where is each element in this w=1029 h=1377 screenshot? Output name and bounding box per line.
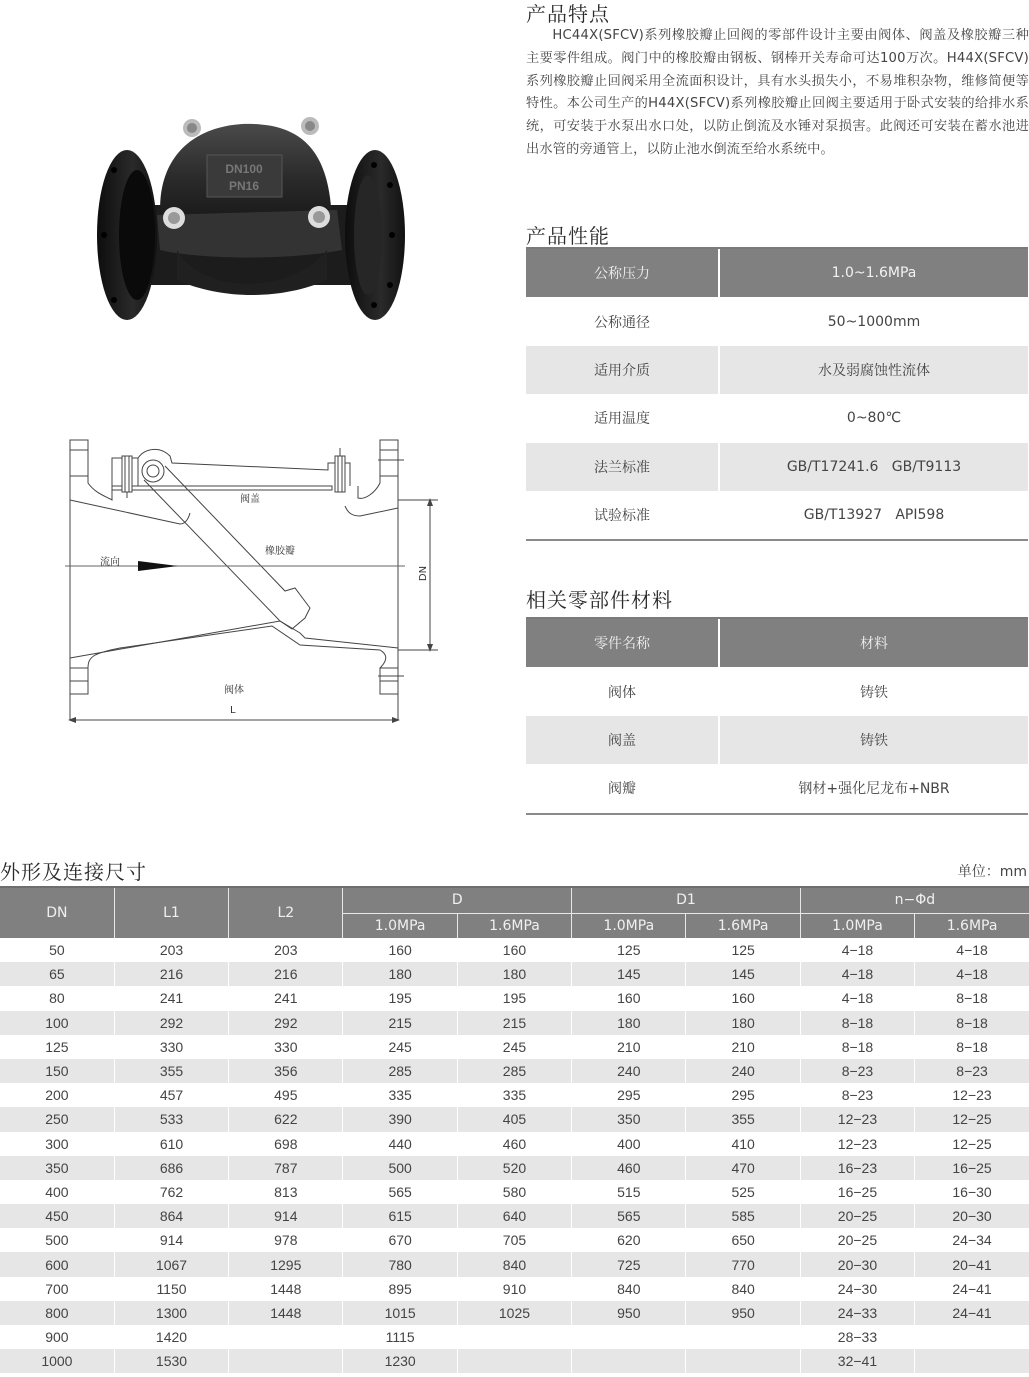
table-row	[0, 1277, 1029, 1301]
table-row	[0, 1180, 1029, 1204]
table-cell	[686, 1325, 800, 1349]
performance-table	[526, 247, 1028, 541]
header-d1-p10: 1.0MPa	[572, 913, 686, 938]
drawing-label-length: L	[230, 705, 236, 716]
table-cell: 160	[457, 938, 571, 962]
table-cell: 495	[229, 1083, 343, 1107]
performance-row	[526, 249, 1028, 297]
table-cell: 565	[343, 1180, 457, 1204]
table-cell: 450	[0, 1204, 114, 1228]
part-material: 钢材+强化尼龙布+NBR	[798, 781, 950, 798]
table-cell	[457, 1349, 571, 1373]
table-cell: 285	[343, 1059, 457, 1083]
table-cell: 400	[572, 1132, 686, 1156]
table-cell: 1025	[457, 1301, 571, 1325]
features-body: HC44X(SFCV)系列橡胶瓣止回阀的零部件设计主要由阀体、阀盖及橡胶瓣三种主要零件组成。阀门中的橡胶瓣由钢板、钢棒开关寿命可达100万次。H44X(SFCV)系列橡胶瓣止回阀采用全流面积设计，具有水头损失小，不易堆积杂物，维修简便等特性。本公司生产的H44X(SFCV)系列橡胶瓣止回阀主要适用于卧式安装的给排水系统，可安装于水泵出水口处，以防止倒流及水锤对泵损害。此阀还可安装在蓄水池进出水管的旁通管上，以防止池水倒流至给水系统中。	[526, 28, 1029, 157]
table-cell: 216	[114, 962, 228, 986]
table-cell: 16−25	[800, 1180, 914, 1204]
table-cell: 4−18	[800, 962, 914, 986]
table-cell: 65	[0, 962, 114, 986]
performance-value: 50~1000mm	[827, 313, 921, 330]
table-cell: 24−34	[915, 1228, 1029, 1252]
table-cell: 355	[114, 1059, 228, 1083]
table-cell: 8−18	[915, 1035, 1029, 1059]
table-cell: 215	[343, 1011, 457, 1035]
table-cell: 910	[457, 1277, 571, 1301]
table-cell: 610	[114, 1132, 228, 1156]
table-row	[0, 1132, 1029, 1156]
table-cell: 180	[457, 962, 571, 986]
part-material: 铸铁	[860, 732, 888, 749]
table-cell: 12−23	[800, 1132, 914, 1156]
table-cell: 650	[686, 1228, 800, 1252]
materials-row	[526, 716, 1028, 764]
drawing-label-body: 阀体	[224, 685, 244, 696]
table-cell: 24−30	[800, 1277, 914, 1301]
header-d-p16: 1.6MPa	[457, 913, 571, 938]
table-cell: 245	[457, 1035, 571, 1059]
table-cell: 195	[343, 986, 457, 1010]
table-cell: 203	[229, 938, 343, 962]
table-row	[0, 962, 1029, 986]
performance-label: 公称通径	[526, 297, 720, 345]
table-cell: 914	[229, 1204, 343, 1228]
table-cell: 210	[686, 1035, 800, 1059]
table-cell: 4−18	[915, 938, 1029, 962]
table-cell: 640	[457, 1204, 571, 1228]
table-cell: 240	[572, 1059, 686, 1083]
header-nd: n−Φd	[800, 887, 1029, 913]
table-cell: 700	[45, 1280, 69, 1297]
table-cell	[572, 1325, 686, 1349]
table-cell: 1067	[114, 1252, 228, 1276]
table-cell: 1448	[229, 1277, 343, 1301]
valve-product-photo	[92, 110, 410, 326]
table-cell: 1448	[229, 1301, 343, 1325]
table-cell: 160	[572, 986, 686, 1010]
table-cell	[572, 1349, 686, 1373]
performance-value: GB/T13927 API598	[803, 507, 945, 524]
table-row	[0, 1204, 1029, 1228]
table-cell: 200	[45, 1087, 69, 1104]
table-cell: 8−23	[915, 1059, 1029, 1083]
table-cell: 8−18	[800, 1035, 914, 1059]
table-cell: 285	[457, 1059, 571, 1083]
table-cell: 160	[343, 938, 457, 962]
table-cell: 1150	[114, 1277, 228, 1301]
table-cell: 24−41	[915, 1277, 1029, 1301]
table-cell: 8−23	[800, 1083, 914, 1107]
table-cell: 1300	[114, 1301, 228, 1325]
table-cell: 125	[45, 1038, 69, 1055]
table-cell: 32−41	[800, 1349, 914, 1373]
table-cell: 580	[457, 1180, 571, 1204]
table-cell: 620	[572, 1228, 686, 1252]
table-cell: 16−30	[915, 1180, 1029, 1204]
table-cell: 390	[343, 1107, 457, 1131]
dimensions-unit: 单位：mm	[957, 864, 1027, 880]
table-cell	[229, 1325, 343, 1349]
performance-row	[526, 346, 1028, 394]
materials-title: 相关零部件材料	[526, 588, 673, 612]
table-cell: 533	[114, 1107, 228, 1131]
table-cell: 125	[686, 938, 800, 962]
features-title: 产品特点	[526, 2, 610, 26]
materials-header-name: 零件名称	[526, 619, 720, 667]
header-d1-p16: 1.6MPa	[686, 913, 800, 938]
table-cell: 355	[686, 1107, 800, 1131]
table-cell: 840	[457, 1252, 571, 1276]
table-cell: 460	[457, 1132, 571, 1156]
table-cell: 900	[45, 1329, 69, 1346]
table-cell: 1115	[343, 1325, 457, 1349]
table-cell	[229, 1349, 343, 1373]
table-cell	[686, 1349, 800, 1373]
materials-header-row	[526, 619, 1028, 667]
table-cell: 16−25	[915, 1156, 1029, 1180]
header-l2: L2	[229, 887, 343, 938]
table-cell: 1230	[343, 1349, 457, 1373]
drawing-label-flow: 流向	[100, 557, 120, 568]
table-cell: 160	[686, 986, 800, 1010]
header-d: D	[343, 887, 572, 913]
table-cell: 1015	[343, 1301, 457, 1325]
table-row	[0, 1107, 1029, 1131]
table-cell: 840	[686, 1277, 800, 1301]
dimensions-table-body	[0, 938, 1029, 1373]
drawing-label-bonnet: 阀盖	[240, 494, 260, 505]
performance-value: 1.0~1.6MPa	[831, 265, 917, 282]
table-cell: 180	[686, 1011, 800, 1035]
dimensions-table	[0, 886, 1029, 1373]
table-cell: 20−25	[800, 1228, 914, 1252]
header-l1: L1	[114, 887, 228, 938]
materials-row	[526, 667, 1028, 715]
performance-row	[526, 443, 1028, 491]
table-cell: 770	[686, 1252, 800, 1276]
performance-label: 公称压力	[526, 249, 720, 297]
performance-label: 试验标准	[526, 491, 720, 539]
table-cell: 840	[572, 1277, 686, 1301]
table-cell: 12−25	[915, 1132, 1029, 1156]
cast-text-dn: DN100	[225, 162, 263, 176]
table-cell: 525	[686, 1180, 800, 1204]
table-row	[0, 1301, 1029, 1325]
table-cell: 585	[686, 1204, 800, 1228]
table-cell: 698	[229, 1132, 343, 1156]
performance-row	[526, 491, 1028, 539]
table-cell: 515	[572, 1180, 686, 1204]
table-cell: 145	[686, 962, 800, 986]
table-cell: 725	[572, 1252, 686, 1276]
table-cell	[915, 1325, 1029, 1349]
table-cell: 4−18	[800, 938, 914, 962]
materials-header-material: 材料	[860, 636, 888, 653]
table-cell: 16−23	[800, 1156, 914, 1180]
table-cell: 4−18	[915, 962, 1029, 986]
table-cell: 460	[572, 1156, 686, 1180]
table-cell: 813	[229, 1180, 343, 1204]
table-cell: 215	[457, 1011, 571, 1035]
table-cell: 20−25	[800, 1204, 914, 1228]
table-cell: 8−18	[800, 1011, 914, 1035]
header-dn: DN	[0, 887, 114, 938]
table-cell: 100	[0, 1011, 114, 1035]
table-cell: 292	[114, 1011, 228, 1035]
performance-label: 适用温度	[526, 394, 720, 442]
table-cell: 440	[343, 1132, 457, 1156]
drawing-label-dn: DN	[418, 565, 430, 582]
table-cell: 800	[0, 1301, 114, 1325]
table-cell: 8−18	[915, 1011, 1029, 1035]
table-cell: 950	[686, 1301, 800, 1325]
part-name: 阀瓣	[526, 764, 720, 812]
table-cell: 292	[229, 1011, 343, 1035]
table-cell: 400	[45, 1183, 69, 1200]
table-cell: 24−33	[800, 1301, 914, 1325]
table-cell: 330	[229, 1035, 343, 1059]
table-cell: 780	[343, 1252, 457, 1276]
table-cell: 28−33	[800, 1325, 914, 1349]
table-cell: 950	[572, 1301, 686, 1325]
table-cell: 330	[114, 1035, 228, 1059]
table-cell: 457	[114, 1083, 228, 1107]
table-cell: 12−23	[915, 1083, 1029, 1107]
table-row	[0, 1011, 1029, 1035]
table-cell: 20−30	[915, 1204, 1029, 1228]
part-material: 铸铁	[860, 684, 888, 701]
table-cell: 203	[114, 938, 228, 962]
table-cell: 1420	[114, 1325, 228, 1349]
dimensions-title: 外形及连接尺寸	[0, 860, 147, 884]
header-nd-p16: 1.6MPa	[915, 913, 1029, 938]
table-cell	[915, 1349, 1029, 1373]
performance-label: 法兰标准	[526, 443, 720, 491]
performance-row	[526, 394, 1028, 442]
table-cell: 520	[457, 1156, 571, 1180]
table-cell: 240	[686, 1059, 800, 1083]
table-cell: 787	[229, 1156, 343, 1180]
table-cell: 500	[45, 1232, 69, 1249]
table-cell: 295	[686, 1083, 800, 1107]
table-cell: 335	[457, 1083, 571, 1107]
materials-table	[526, 617, 1028, 815]
table-row	[0, 1083, 1029, 1107]
table-cell: 895	[343, 1277, 457, 1301]
table-cell: 125	[572, 938, 686, 962]
table-cell: 864	[114, 1204, 228, 1228]
table-cell: 4−18	[800, 986, 914, 1010]
table-row	[0, 986, 1029, 1010]
table-row	[0, 1156, 1029, 1180]
table-cell: 12−25	[915, 1107, 1029, 1131]
table-cell: 150	[0, 1059, 114, 1083]
table-cell: 670	[343, 1228, 457, 1252]
table-cell: 24−41	[915, 1301, 1029, 1325]
table-cell: 300	[45, 1135, 69, 1152]
table-cell: 914	[114, 1228, 228, 1252]
valve-cross-section-drawing	[60, 428, 440, 728]
table-cell: 295	[572, 1083, 686, 1107]
table-cell: 245	[343, 1035, 457, 1059]
table-cell: 50	[49, 942, 65, 959]
table-cell: 20−30	[800, 1252, 914, 1276]
table-cell: 241	[229, 986, 343, 1010]
table-cell: 180	[343, 962, 457, 986]
table-cell: 600	[0, 1252, 114, 1276]
performance-title: 产品性能	[526, 224, 610, 248]
performance-value: 0~80℃	[846, 410, 902, 427]
table-cell: 8−18	[915, 986, 1029, 1010]
table-row	[0, 1325, 1029, 1349]
table-cell: 216	[229, 962, 343, 986]
table-cell: 195	[457, 986, 571, 1010]
table-row	[0, 1059, 1029, 1083]
table-cell: 615	[343, 1204, 457, 1228]
table-cell: 80	[49, 990, 65, 1007]
materials-row	[526, 764, 1028, 812]
table-cell	[457, 1325, 571, 1349]
cast-text-pn: PN16	[228, 179, 260, 193]
table-cell: 180	[572, 1011, 686, 1035]
table-row	[0, 1252, 1029, 1276]
part-name: 阀盖	[526, 716, 720, 764]
table-row	[0, 1035, 1029, 1059]
table-cell: 622	[229, 1107, 343, 1131]
header-nd-p10: 1.0MPa	[800, 913, 914, 938]
drawing-label-disc: 橡胶瓣	[265, 546, 295, 557]
performance-label: 适用介质	[526, 346, 720, 394]
table-cell: 705	[457, 1228, 571, 1252]
table-cell: 20−41	[915, 1252, 1029, 1276]
table-cell: 145	[572, 962, 686, 986]
table-cell: 356	[229, 1059, 343, 1083]
table-cell: 1000	[0, 1349, 114, 1373]
performance-row	[526, 297, 1028, 345]
table-row	[0, 1228, 1029, 1252]
table-row	[0, 1349, 1029, 1373]
table-cell: 335	[343, 1083, 457, 1107]
table-cell: 410	[686, 1132, 800, 1156]
table-cell: 12−23	[800, 1107, 914, 1131]
table-cell: 686	[114, 1156, 228, 1180]
table-cell: 350	[0, 1156, 114, 1180]
table-cell: 250	[0, 1107, 114, 1131]
table-cell: 350	[572, 1107, 686, 1131]
header-d-p10: 1.0MPa	[343, 913, 457, 938]
performance-value: GB/T17241.6 GB/T9113	[786, 458, 962, 475]
table-cell: 210	[572, 1035, 686, 1059]
table-cell: 978	[229, 1228, 343, 1252]
table-cell: 405	[457, 1107, 571, 1131]
table-cell: 1295	[229, 1252, 343, 1276]
performance-value: 水及弱腐蚀性流体	[818, 362, 930, 379]
part-name: 阀体	[526, 667, 720, 715]
table-cell: 8−23	[800, 1059, 914, 1083]
table-cell: 1530	[114, 1349, 228, 1373]
table-cell: 500	[343, 1156, 457, 1180]
table-cell: 565	[572, 1204, 686, 1228]
table-cell: 762	[114, 1180, 228, 1204]
header-d1: D1	[572, 887, 801, 913]
table-cell: 241	[114, 986, 228, 1010]
table-cell: 470	[686, 1156, 800, 1180]
table-row	[0, 938, 1029, 962]
